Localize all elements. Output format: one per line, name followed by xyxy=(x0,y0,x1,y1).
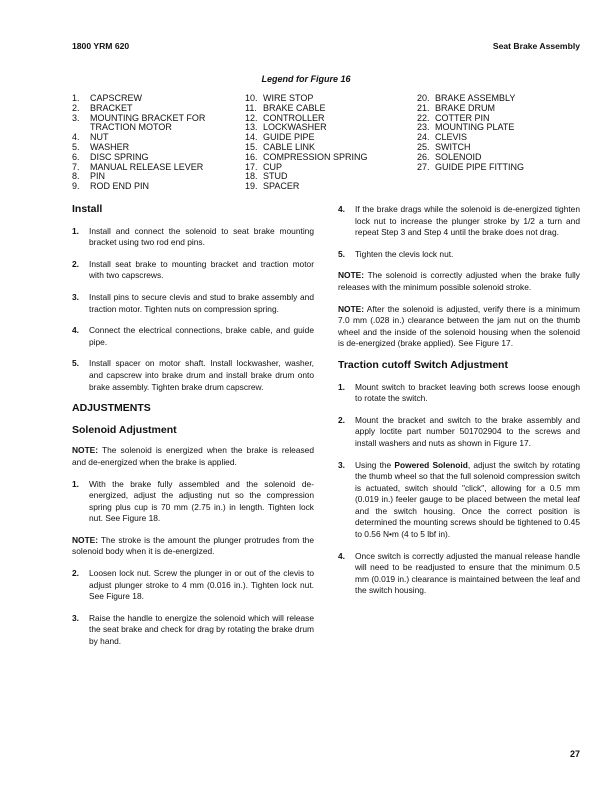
right-text-column xyxy=(338,204,580,597)
list-item xyxy=(72,226,314,249)
legend-item-number: 26. xyxy=(417,151,430,162)
step-text: Mount switch to bracket leaving both screws loose enough to rotate the switch. xyxy=(355,381,580,404)
legend-item-number: 8. xyxy=(72,171,80,182)
legend-item-label: BRAKE ASSEMBLY xyxy=(435,93,516,103)
step-text: Raise the handle to energize the solenoid which will release the seat brake and check for drag by rotating the brake drum by hand. xyxy=(89,612,314,647)
list-item xyxy=(72,568,314,603)
legend-item-number: 14. xyxy=(245,132,258,143)
legend-item-label: CLEVIS xyxy=(435,132,468,143)
legend-item-label: SOLENOID xyxy=(435,151,482,162)
step-number: 4. xyxy=(338,550,345,561)
step-number: 5. xyxy=(72,358,79,369)
list-item xyxy=(338,204,580,239)
legend-item-number: 21. xyxy=(417,102,430,113)
legend-item-label: CAPSCREW xyxy=(90,93,143,103)
step-number: 2. xyxy=(338,414,345,425)
legend-item-label: COMPRESSION SPRING xyxy=(263,151,368,162)
legend-item-number: 5. xyxy=(72,141,80,152)
note-label: NOTE: xyxy=(338,303,365,314)
legend-item-number: 12. xyxy=(245,112,258,123)
legend-column-2 xyxy=(245,94,415,192)
legend-item-number: 24. xyxy=(417,132,430,143)
legend-item-label: LOCKWASHER xyxy=(263,122,327,133)
step-number: 1. xyxy=(72,225,79,236)
legend-item-number: 15. xyxy=(245,141,258,152)
list-item xyxy=(338,382,580,405)
list-item xyxy=(72,479,314,525)
list-item xyxy=(72,613,314,648)
legend-item-number: 9. xyxy=(72,181,80,192)
step-text: If the brake drags while the solenoid is de-energized tighten lock nut to increase the plunger stroke by 1/2 a turn and repeat Step 3 and Step 4 until the brake does not drag. xyxy=(355,204,580,238)
solenoid-steps-a xyxy=(72,479,314,525)
step-number: 3. xyxy=(72,612,79,623)
legend-item-label: WIRE STOP xyxy=(263,93,314,103)
list-item xyxy=(338,551,580,597)
step-text xyxy=(355,460,580,541)
note-text: The solenoid is correctly adjusted when the brake fully releases with the minimum possible solenoid stroke. xyxy=(338,270,580,292)
install-steps xyxy=(72,226,314,394)
legend-item-label: MOUNTING BRACKET FOR xyxy=(90,112,206,123)
legend-item-number: 17. xyxy=(245,161,258,172)
legend-item-label: COTTER PIN xyxy=(435,112,490,123)
legend-item-label: CABLE LINK xyxy=(263,141,316,152)
list-item xyxy=(338,460,580,541)
legend-item-label: BRAKE DRUM xyxy=(435,102,496,113)
solenoid-steps-c xyxy=(338,204,580,260)
legend-item-number: 3. xyxy=(72,112,80,123)
step-number: 2. xyxy=(72,258,79,269)
legend-item-number: 10. xyxy=(245,93,258,103)
legend-item-number: 20. xyxy=(417,93,430,103)
legend-item-label: DISC SPRING xyxy=(90,151,149,162)
legend-column-1 xyxy=(72,94,242,192)
legend-item-label: PIN xyxy=(90,171,106,182)
legend-item-label: BRACKET xyxy=(90,102,133,113)
legend-title: Legend for Figure 16 xyxy=(261,74,351,84)
list-item xyxy=(72,292,314,315)
note xyxy=(338,270,580,293)
legend-item-number: 13. xyxy=(245,122,258,133)
legend-item-label: TRACTION MOTOR xyxy=(90,122,172,133)
legend-item-number: 19. xyxy=(245,181,258,192)
note xyxy=(72,445,314,468)
step-text: Once switch is correctly adjusted the manual release handle will need to be readjusted to ensure that the minimum 0.5 mm (0.019 in.) clearance is maintained between the leaf and the switch housing. xyxy=(355,550,580,596)
step-text: Mount the bracket and switch to the brake assembly and apply loctite part number 501702904 to the screws and install washers and nuts as shown in Figure 17. xyxy=(355,414,580,448)
legend-item-label: SPACER xyxy=(263,181,300,192)
step-number: 4. xyxy=(72,325,79,336)
legend-item-number: 25. xyxy=(417,141,430,152)
note-label: NOTE: xyxy=(72,534,99,545)
step-number: 4. xyxy=(338,204,345,214)
legend-item-number: 6. xyxy=(72,151,80,162)
list-item xyxy=(72,259,314,282)
list-item xyxy=(338,249,580,261)
note-text: The solenoid is energized when the brake is released and de-energized when the brake is applied. xyxy=(72,445,314,467)
legend-item-label: MANUAL RELEASE LEVER xyxy=(90,161,204,172)
legend-item-label: GUIDE PIPE xyxy=(263,132,315,143)
legend-item-label: STUD xyxy=(263,171,288,182)
step-text: Install spacer on motor shaft. Install lockwasher, washer, and capscrew into brake drum and install brake drum onto brake assembly. Tighten brake drum capscrew. xyxy=(89,358,314,392)
legend-item-number: 4. xyxy=(72,132,80,143)
note-label: NOTE: xyxy=(72,445,99,456)
section-title: Seat Brake Assembly xyxy=(492,41,580,51)
step-text: Loosen lock nut. Screw the plunger in or out of the clevis to adjust plunger stroke to 4 mm (0.016 in.). Tighten lock nut. See Figure 18. xyxy=(89,568,314,602)
legend-item-number: 11. xyxy=(245,102,257,113)
install-heading: Install xyxy=(72,203,103,215)
legend-item xyxy=(72,182,242,192)
step-text: Install pins to secure clevis and stud to brake assembly and traction motor. Tighten nuts on compression spring. xyxy=(89,291,314,314)
solenoid-adjustment-heading: Solenoid Adjustment xyxy=(72,423,177,436)
legend-item-label: WASHER xyxy=(90,141,130,152)
page-number: 27 xyxy=(569,749,580,759)
step-number: 1. xyxy=(338,381,345,392)
left-text-column xyxy=(72,204,314,658)
legend-item-label: CUP xyxy=(263,161,283,172)
step-text: Install and connect the solenoid to seat brake mounting bracket using two rod end pins. xyxy=(89,225,314,248)
legend-item-number: 27. xyxy=(417,161,430,172)
legend-item-label: CONTROLLER xyxy=(263,112,325,123)
legend-item-label: GUIDE PIPE FITTING xyxy=(435,161,525,172)
step-text: Connect the electrical connections, brake cable, and guide pipe. xyxy=(89,325,314,347)
legend-item-label: ROD END PIN xyxy=(90,181,150,192)
traction-cutoff-heading: Traction cutoff Switch Adjustment xyxy=(338,358,508,371)
legend-item-label: NUT xyxy=(90,132,109,143)
legend-item-number: 2. xyxy=(72,102,80,113)
step-number: 5. xyxy=(338,248,345,259)
legend-item-label: MOUNTING PLATE xyxy=(435,122,515,133)
legend-item-number: 23. xyxy=(417,122,430,133)
step-number: 3. xyxy=(72,291,79,302)
legend-item-label: SWITCH xyxy=(435,141,471,152)
powered-solenoid-label: Powered Solenoid xyxy=(394,459,468,470)
step-number: 1. xyxy=(72,478,79,489)
note xyxy=(338,304,580,350)
note xyxy=(72,535,314,558)
legend-item-number: 22. xyxy=(417,112,430,123)
legend-item xyxy=(417,163,587,173)
step-number: 2. xyxy=(72,568,79,579)
document-id: 1800 YRM 620 xyxy=(72,41,130,51)
note-label: NOTE: xyxy=(338,270,365,281)
legend-item xyxy=(245,182,415,192)
list-item xyxy=(72,358,314,393)
legend-item-number: 16. xyxy=(245,151,258,162)
legend-item-label: BRAKE CABLE xyxy=(263,102,326,113)
note-text: After the solenoid is adjusted, verify there is a minimum 7.0 mm (.028 in.) clearance between the jam nut on the thumb wheel and the inside of the solenoid housing when the solenoid is de-energized (brake applied). See Figure 17. xyxy=(338,303,580,349)
adjustments-heading: ADJUSTMENTS xyxy=(72,402,151,415)
solenoid-steps-b xyxy=(72,568,314,648)
legend-item-number: 18. xyxy=(245,171,258,182)
step-text: Install seat brake to mounting bracket and traction motor with two capscrews. xyxy=(89,258,314,281)
list-item xyxy=(338,415,580,450)
step-text-pre: Using the xyxy=(355,459,395,470)
step-number: 3. xyxy=(338,459,345,470)
step-text: With the brake fully assembled and the solenoid de-energized, adjust the adjusting nut so the compression spring plus cup is 70 mm (2.75 in.) in length. Tighten lock nut. See Figure 18. xyxy=(89,478,314,524)
note-text: The stroke is the amount the plunger protrudes from the solenoid body when it is de-energized. xyxy=(72,534,314,557)
step-text: Tighten the clevis lock nut. xyxy=(355,248,454,259)
list-item xyxy=(72,325,314,348)
step-text-post: , adjust the switch by rotating the thumb wheel so that the full solenoid compression switch is actuated, switch should "click", allowing for a 0.5 mm (0.019 in.) feeler gauge to be placed between the metal leaf and the switch housing. Once the correct position is determined the mounting screws should be tightened to 0.45 to 0.56 N•m (4 to 5 lbf in). xyxy=(355,459,580,540)
legend-item-number: 1. xyxy=(72,93,80,103)
legend-column-3 xyxy=(417,94,587,172)
legend-item-number: 7. xyxy=(72,161,80,172)
